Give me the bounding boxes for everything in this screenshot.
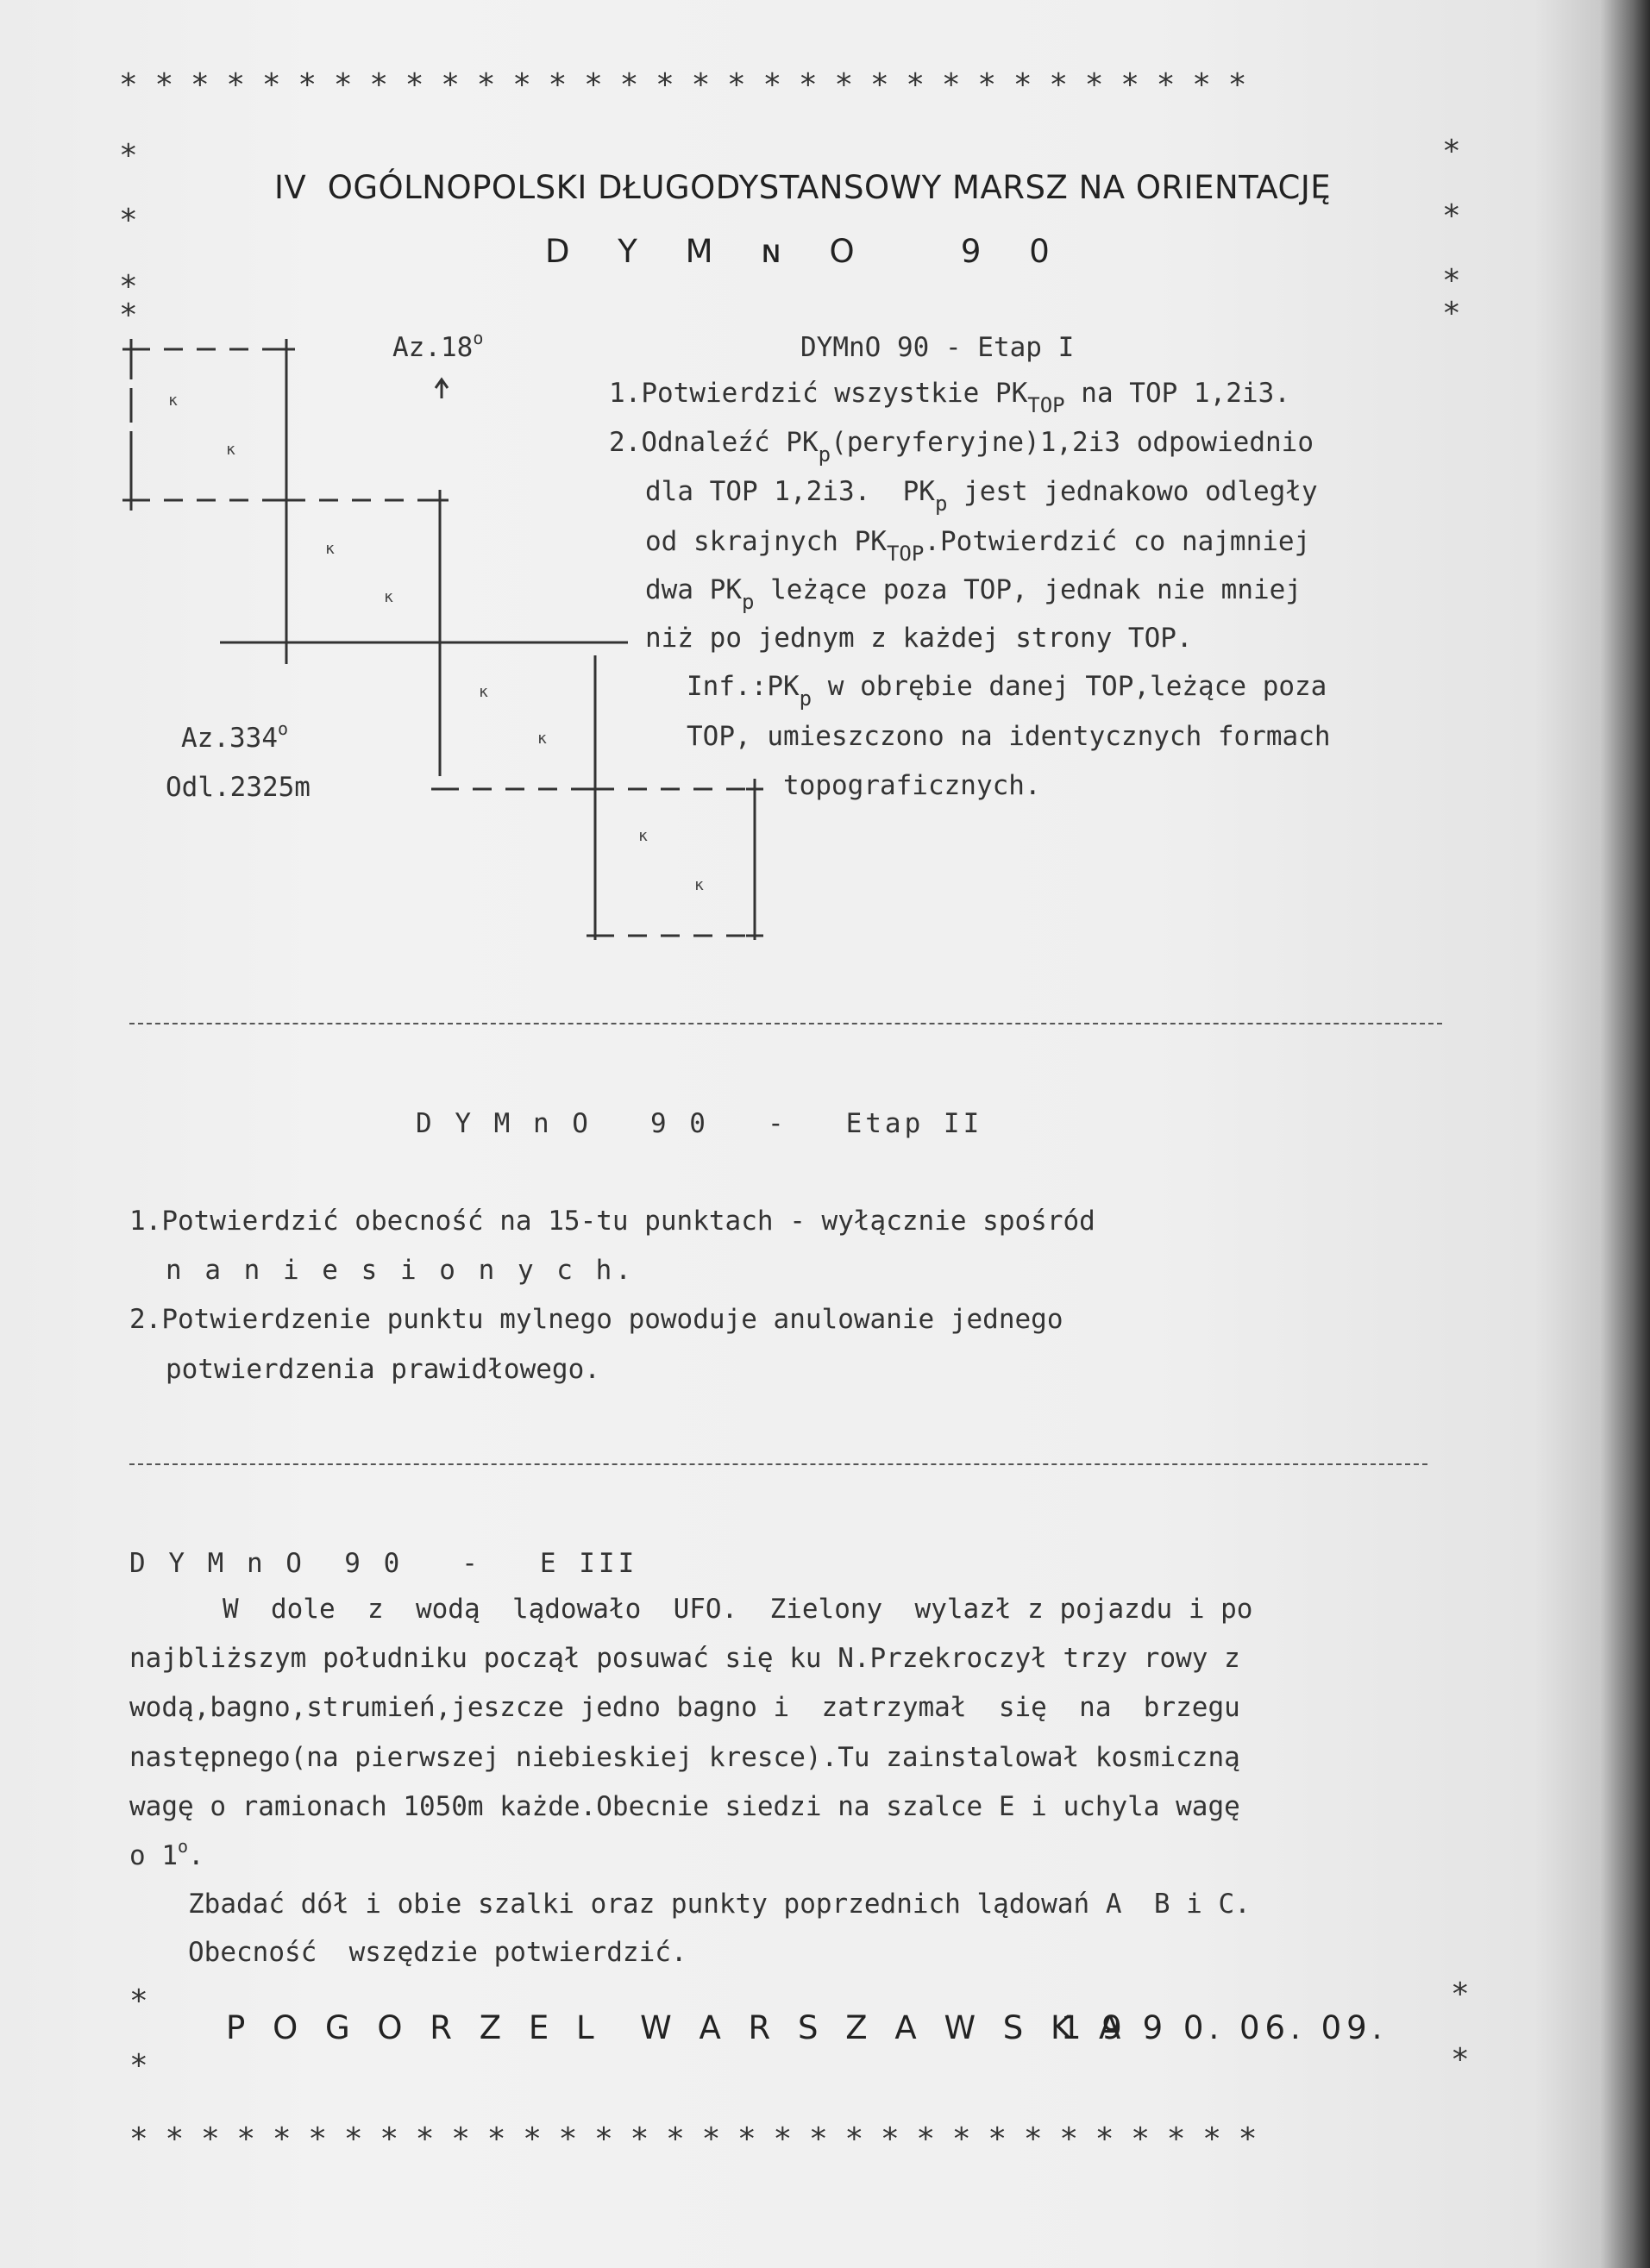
divider-line [129,1463,1427,1465]
stage1-line: niż po jednym z każdej strony TOP. [645,623,1193,654]
stage1-line: dla TOP 1,2i3. $PK_p$ jest jednakowo odległy [645,476,1318,516]
svg-text:ĸ: ĸ [384,588,393,606]
stage1-heading: DYMnO 90 - Etap I [800,332,1075,363]
footer-date: 1 9 9 0. 06. 09. [1061,2009,1388,2046]
stage3-heading: D Y M n O 9 0 - E III [129,1548,638,1579]
left-star: * [119,203,138,238]
stage1-line: TOP, umieszczono na identycznych formach [687,721,1331,752]
stage2-heading: D Y M n O 9 0 - Etap II [416,1108,983,1139]
stage3-line: W dole z wodą lądowało UFO. Zielony wylazł z pojazdu i po [223,1594,1253,1625]
right-star: * [1442,198,1461,234]
stage3-line: najbliższym południku począł posuwać się ku N.Przekroczył trzy rowy z [129,1643,1240,1674]
top-star-border: ******************************** [119,67,1264,103]
divider-line [129,1023,1442,1024]
svg-text:ĸ: ĸ [638,827,648,845]
right-star: * [1442,263,1461,298]
right-star: * [1451,2042,1470,2077]
right-star: * [1451,1977,1470,2012]
stage3-line: wodą,bagno,strumień,jeszcze jedno bagno i zatrzymał się na brzegu [129,1692,1240,1723]
stage1-line: od skrajnych $PK_{TOP}.Potwierdzić$ co najmniej [645,526,1311,566]
svg-text:ĸ: ĸ [168,392,178,410]
svg-text:ĸ: ĸ [479,683,488,701]
bottom-star-border: ******************************** [129,2121,1275,2157]
stage1-line: 1.Potwierdzić wszystkie $PK_{TOP}$ na TOP 1,2i3. [609,378,1290,417]
svg-text:ĸ: ĸ [537,730,547,748]
svg-text:ĸ: ĸ [325,540,335,558]
left-star: * [119,269,138,304]
stage1-line: dwa $PK_p$ leżące poza TOP, jednak nie mniej [645,574,1302,614]
stage1-line: topograficznych. [783,770,1041,801]
left-star: * [129,1983,148,2019]
right-star: * [1442,134,1461,169]
right-star: * [1442,296,1461,331]
svg-text:ĸ: ĸ [694,876,704,894]
stage3-line: następnego(na pierwszej niebieskiej kresce).Tu zainstalował kosmiczną [129,1742,1240,1773]
stage3-line: o 1$^o$. [129,1836,204,1871]
azimuth-bottom: Az.334$^o$ [181,718,289,754]
left-star: * [119,138,138,173]
stage2-line: 1.Potwierdzić obecność na 15-tu punktach - wyłącznie spośród [129,1206,1095,1237]
stage2-line: potwierdzenia prawidłowego. [166,1354,600,1385]
stage3-line: Obecność wszędzie potwierdzić. [188,1937,687,1968]
stage1-line: 2.Odnaleźć $PK_p(peryferyjne)1,2i3$ odpowiednio [609,427,1314,467]
left-star: * [129,2048,148,2083]
stage2-line: n a n i e s i o n y c h. [166,1255,635,1286]
stage3-line: Zbadać dół i obie szalki oraz punkty poprzednich lądowań A B i C. [188,1889,1251,1920]
event-title: IV OGÓLNOPOLSKI DŁUGODYSTANSOWY MARSZ NA ORIENTACJĘ [274,169,1332,206]
stage1-line: $Inf.:PK_p$ w obrębie danej TOP,leżące poza [687,671,1327,711]
distance-label: Odl.2325m [166,772,311,803]
footer-place: P O G O R Z E L W A R S Z A W S K A [226,2009,1130,2046]
stage3-line: wagę o ramionach 1050m każde.Obecnie siedzi na szalce E i uchyla wagę [129,1791,1240,1822]
stage2-line: 2.Potwierdzenie punktu mylnego powoduje anulowanie jednego [129,1304,1063,1335]
event-subtitle: D Y M ɴ O 9 0 [545,233,1069,270]
azimuth-top: Az.18$^o$ [392,328,484,363]
svg-text:ĸ: ĸ [226,441,235,459]
left-star: * [119,298,138,333]
